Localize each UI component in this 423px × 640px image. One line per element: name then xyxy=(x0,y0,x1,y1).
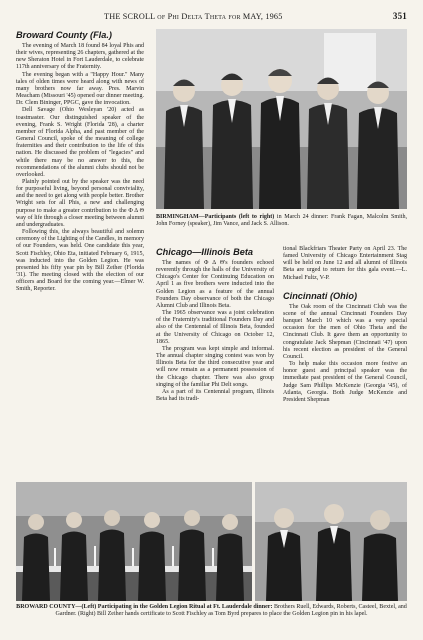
article-paragraph: The Oak room of the Cincinnati Club was the scene of the annual Cincinnati Founders Day banquet March 10 which was a very special occasion for the men of Ohio Theta and the Cincinnati Club. It gave them an opportunity to congratulate Jack Shepman (Cincinnati '47) upon his recent election as president of the General Council. xyxy=(283,303,407,360)
article-paragraph: The evening began with a "Happy Hour." Many tales of olden times were heard along with news of many brothers now far away. Pres. Marvin Meacham (Missouri '45) opened our dinner meeting. Dr. Clem Bininger, PPGC, gave the invocation. xyxy=(16,71,144,107)
article-paragraph: The evening of March 18 found 84 loyal Phis and their wives, representing 26 chapters, gathered at the new Sheraton Hotel in Fort Lauderdale, to celebrate 117th anniversary of the Fraternity. xyxy=(16,43,144,71)
section-heading-cincinnati: Cincinnati (Ohio) xyxy=(283,290,358,301)
birmingham-group-photo xyxy=(156,29,407,209)
broward-ritual-photo xyxy=(16,482,407,601)
photo-caption-top xyxy=(156,214,407,228)
page-number: 351 xyxy=(392,11,407,21)
caption-lead: BROWARD COUNTY—(Left) Participating in the Golden Legion Ritual at Ft. Lauderdale dinner: xyxy=(16,604,273,610)
article-paragraph: Dell Savage (Ohio Wesleyan '20) acted as toastmaster. Our distinguished speaker of the evening, Frank S. Wright (Florida '28), a charter member of Florida Alpha, and past member of the General Council, spoke of the meaning of college fraternities and their contribution to the life of this nation. He discussed the problem of "legacies" and while there may be no answer to this, the recommendations of the alumni clubs should not be overlooked. xyxy=(16,107,144,178)
section-heading-broward: Broward County (Fla.) xyxy=(16,30,112,40)
running-head-title: THE SCROLL of Phi Delta Theta for MAY, 1965 xyxy=(104,12,283,21)
cincinnati-article xyxy=(283,246,407,404)
photo-illustration xyxy=(156,29,407,209)
section-heading-chicago: Chicago—Illinois Beta xyxy=(156,247,253,257)
caption-lead: BIRMINGHAM—Participants (left to right) xyxy=(156,214,275,220)
caption-text: Brothers Ruell, Edwards, Roberts, Casteel, Bextel, and Gardner. (Right) Bill Zeiher hands certificate to Scott Fischley as Tom Byrd prepares to place the Golden Legion pin in his lapel. xyxy=(55,604,407,618)
article-paragraph: Plainly pointed out by the speaker was the need for purposeful living, beyond personal conviviality, and the need to get along with people better. Brother Wright sets for all Phis, a new and challenging purpose to make a greater contribution to the Φ Δ Θ way of life through a closer meeting between alumni and undergraduates. xyxy=(16,178,144,228)
article-paragraph: The names of Φ Δ Θ's founders echoed reverently through the halls of the University of Chicago's Center for Continuing Education on April 1 as five brothers were inducted into the Golden Legion as a feature of the annual Founders Day observance of both the Chicago Alumni Club and Illinois Beta. xyxy=(156,260,274,309)
photo-caption-bottom xyxy=(16,604,407,618)
photo-illustration xyxy=(16,482,407,601)
article-paragraph: As a part of its Centennial program, Illinois Beta had its tradi- xyxy=(156,388,274,402)
article-paragraph: The program was kept simple and informal. The annual chapter singing contest was won by Illinois Beta for the third consecutive year and will now remain as a permanent possession of the Chicago chapter. There was also group singing of the familiar Phi Delt songs. xyxy=(156,345,274,388)
article-paragraph: The 1965 observance was a joint celebration of the Fraternity's traditional Founders Day and also of the Centennial of Illinois Beta, founded at the University of Chicago on October 12, 1865. xyxy=(156,310,274,345)
broward-county-article xyxy=(16,29,144,293)
article-paragraph: tional Blackfriars Theater Party on April 23. The famed University of Chicago Entertainment Stag will be held on June 12 and all alumni of Illinois Beta are urged to return for this gala event.—L. Michael Fultz, V-P. xyxy=(283,246,407,281)
chicago-article xyxy=(156,246,274,403)
article-paragraph: To help make this occasion more festive an honor guest and principal speaker was the immediate past president of the General Council, Judge Sam Phillips McKenzie (Georgia '45), of Atlanta, Georgia. Both Judge McKenzie and President Shepman xyxy=(283,361,407,403)
article-paragraph: Following this, the always beautiful and solemn ceremony of the Lighting of the Candles, in memory of our Founders, was held. One candidate this year, Scott Fischley, Ohio Eta, initiated February 6, 1915, was inducted into the Golden Legion. He was presented his fifty year pin by Bill Zeiher (Florida '31). The meeting closed with the election of our officers and Board for the coming year.—Elmer W. Smith, Reporter. xyxy=(16,229,144,293)
caption-text: in March 24 dinner: Frank Fagan, Malcolm Smith, John Forney (speaker), Jim Vance, and Jack S. Allison. xyxy=(156,214,407,228)
running-head xyxy=(16,10,407,26)
